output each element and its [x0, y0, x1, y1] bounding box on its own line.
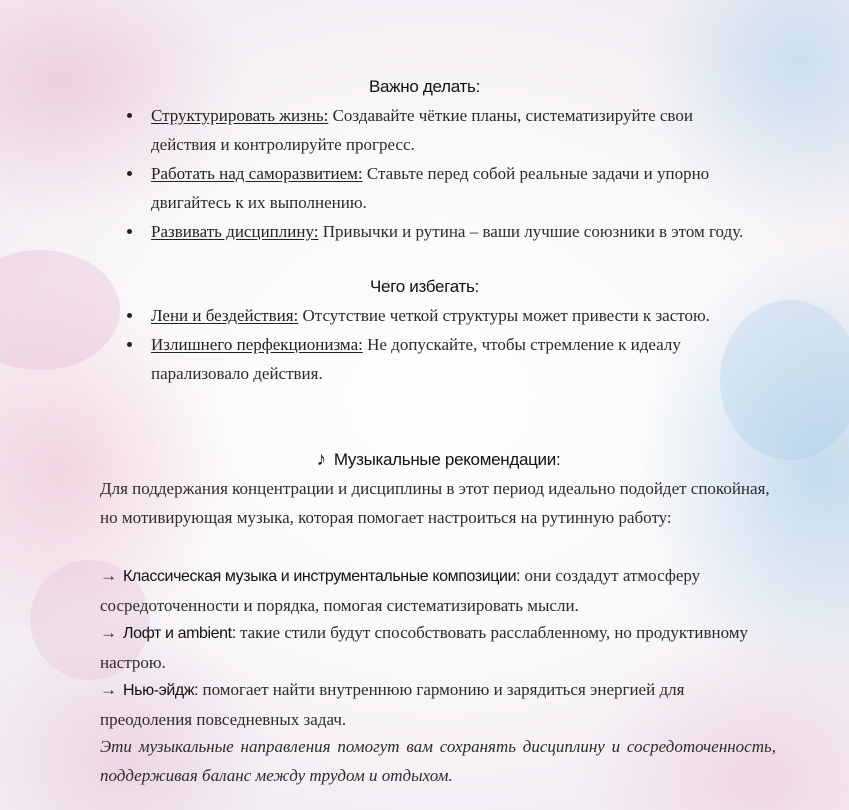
important-heading: Важно делать: [368, 77, 480, 96]
list-item [0, 101, 761, 159]
list-item [0, 159, 761, 217]
item-term: Структурировать жизнь: [151, 106, 329, 125]
list-item [0, 217, 761, 246]
music-heading [0, 449, 849, 471]
list-item [0, 330, 761, 388]
item-text: Создавайте чёткие планы, систематизируйте свои действия и контролируйте прогресс. [151, 106, 693, 154]
arrow-icon: → [100, 566, 117, 585]
item-text: Привычки и рутина – ваши лучшие союзники в этом году. [318, 222, 744, 241]
item-text: они создадут атмосферу сосредоточенности и порядка, помогая систематизировать мысли. [100, 566, 701, 615]
item-text: такие стили будут способствовать расслабленному, но продуктивному настрою. [100, 623, 749, 672]
item-text: Отсутствие четкой структуры может привести к застою. [298, 306, 710, 325]
music-intro: Для поддержания концентрации и дисциплины в этот период идеально подойдет спокойная, но мотивирующая музыка, которая помогает настроиться на рутинную работу: [100, 479, 770, 527]
arrow-icon: → [100, 680, 117, 699]
item-term: Работать над саморазвитием: [151, 164, 363, 183]
item-term: Лени и бездействия: [151, 306, 299, 325]
important-list [0, 101, 761, 246]
music-item [100, 561, 776, 620]
item-text: Ставьте перед собой реальные задачи и упорно двигайтесь к их выполнению. [151, 164, 710, 212]
music-heading-text: Музыкальные рекомендации: [333, 450, 561, 469]
music-item [100, 675, 776, 734]
item-term: Излишнего перфекционизма: [151, 335, 363, 354]
music-note-icon: ♪ [316, 449, 326, 470]
item-term: Лофт и ambient: [123, 625, 236, 642]
music-item [100, 618, 776, 677]
item-text: помогает найти внутреннюю гармонию и зарядиться энергией для преодоления повседневных задач. [100, 680, 685, 729]
avoid-list [0, 301, 761, 388]
item-term: Классическая музыка и инструментальные композиции: [123, 568, 521, 585]
item-term: Развивать дисциплину: [151, 222, 319, 241]
item-text: Не допускайте, чтобы стремление к идеалу парализовало действия. [151, 335, 681, 383]
list-item [0, 301, 761, 330]
item-term: Нью-эйдж: [123, 682, 199, 699]
avoid-heading: Чего избегать: [370, 277, 479, 296]
music-closing: Эти музыкальные направления помогут вам сохранять дисциплину и сосредоточенность, поддерживая баланс между трудом и отдыхом. [100, 737, 776, 785]
arrow-icon: → [100, 623, 117, 642]
